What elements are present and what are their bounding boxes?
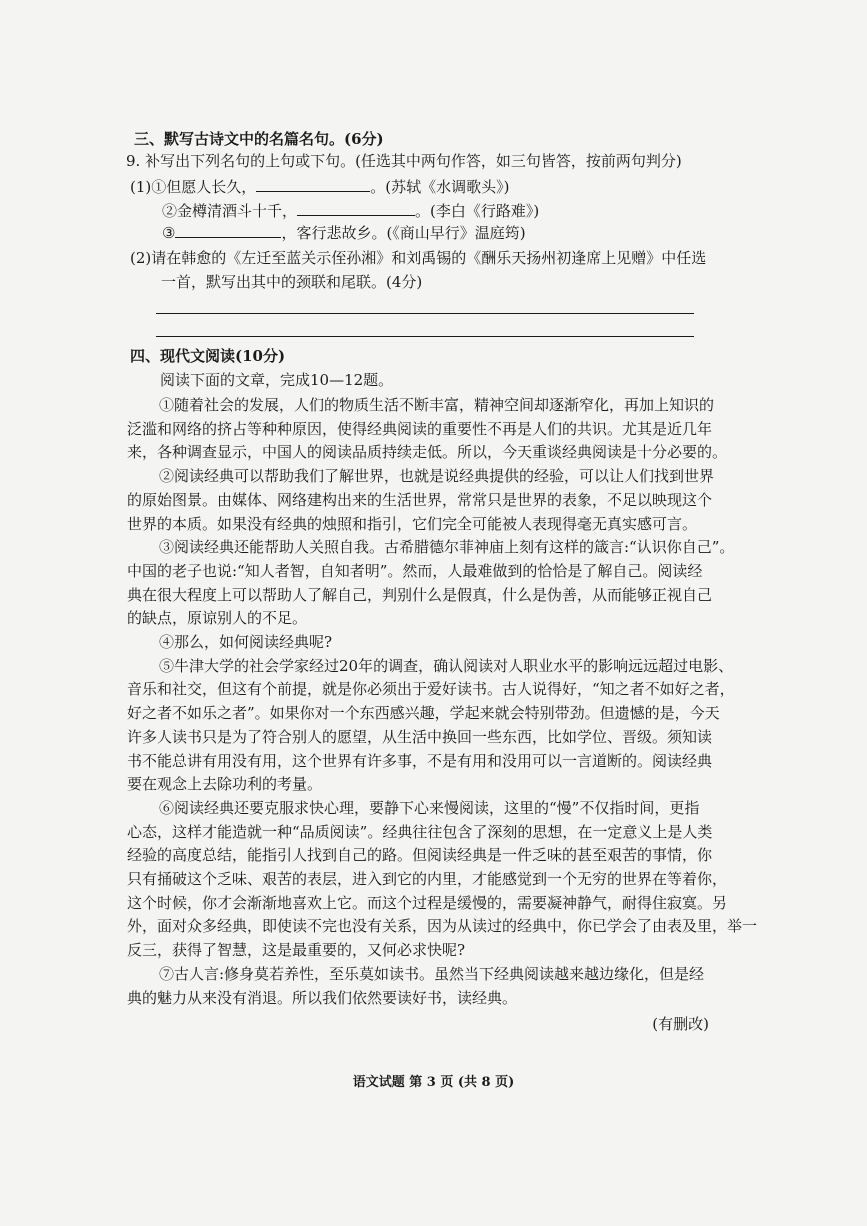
section-4-heading: 四、现代文阅读(10分) xyxy=(130,347,286,365)
passage-line: 的缺点，原谅别人的不足。 xyxy=(127,609,308,627)
passage-line: 许多人读书只是为了符合别人的愿望，从生活中换回一些东西，比如学位、晋级。须知读 xyxy=(127,728,713,746)
passage-line: ②阅读经典可以帮助我们了解世界，也就是说经典提供的经验，可以让人们找到世界 xyxy=(159,467,715,485)
passage-line: 泛滥和网络的挤占等种种原因，使得经典阅读的重要性不再是人们的共识。尤其是近几年 xyxy=(127,420,713,438)
passage-line: 世界的本质。如果没有经典的烛照和指引，它们完全可能被人表现得毫无真实感可言。 xyxy=(127,515,698,533)
item-1b xyxy=(162,201,867,221)
answer-blank xyxy=(297,201,415,216)
item-2-line-2: 一首，默写出其中的颈联和尾联。(4分) xyxy=(161,273,423,291)
answer-blank xyxy=(256,177,370,192)
passage-line: 好之者不如乐之者”。如果你对一个东西感兴趣，学起来就会特别带劲。但遗憾的是，今天 xyxy=(127,704,720,722)
question-9: 9. 补写出下列名句的上句或下句。(任选其中两句作答，如三句皆答，按前两句判分) xyxy=(126,152,682,170)
passage-line: ⑥阅读经典还要克服求快心理，要静下心来慢阅读，这里的“慢”不仅指时间，更指 xyxy=(159,799,700,817)
item-1a xyxy=(130,177,867,197)
page-footer: 语文试题 第 3 页 (共 8 页) xyxy=(352,1075,515,1090)
passage-line: ③阅读经典还能帮助人关照自我。古希腊德尔菲神庙上刻有这样的箴言:“认识你自己”。 xyxy=(159,538,735,556)
passage-line: 书不能总讲有用没有用，这个世界有许多事，不是有用和没用可以一言道断的。阅读经典 xyxy=(127,752,713,770)
passage-line: 来，各种调查显示，中国人的阅读品质持续走低。所以，今天重谈经典阅读是十分必要的。 xyxy=(127,443,728,461)
passage-line: 反三，获得了智慧，这是最重要的，又何必求快呢? xyxy=(127,941,466,959)
item-1a-prefix: (1)①但愿人长久， xyxy=(130,178,257,196)
passage-line: 只有捅破这个乏味、艰苦的表层，进入到它的内里，才能感觉到一个无穷的世界在等着你， xyxy=(127,870,728,888)
passage-line: ⑤牛津大学的社会学家经过20年的调查，确认阅读对人职业水平的影响远远超过电影、 xyxy=(159,657,734,675)
passage-line: ④那么，如何阅读经典呢? xyxy=(159,633,333,651)
item-1c-prefix: ③ xyxy=(162,224,176,242)
item-1c xyxy=(162,223,867,243)
answer-line xyxy=(156,336,694,337)
answer-blank xyxy=(175,223,281,238)
item-2-line-1: (2)请在韩愈的《左迁至蓝关示侄孙湘》和刘禹锡的《酬乐天扬州初逢席上见赠》中任选 xyxy=(130,249,707,267)
passage-line: 典的魅力从来没有消退。所以我们依然要读好书，读经典。 xyxy=(127,989,518,1007)
passage-line: 的原始图景。由媒体、网络建构出来的生活世界，常常只是世界的表象，不足以映现这个 xyxy=(127,491,713,509)
passage-line: 要在观念上去除功利的考量。 xyxy=(127,775,323,793)
passage-line: 这个时候，你才会渐渐地喜欢上它。而这个过程是缓慢的，需要凝神静气，耐得住寂寞。另 xyxy=(127,894,728,912)
passage-line: 典在很大程度上可以帮助人了解自己，判别什么是假真，什么是伪善，从而能够正视自己 xyxy=(127,586,713,604)
passage-line: 中国的老子也说:“知人者智，自知者明”。然而，人最难做到的恰恰是了解自己。阅读经 xyxy=(127,562,703,580)
section-3-heading: 三、默写古诗文中的名篇名句。(6分) xyxy=(134,130,384,148)
passage-line: 音乐和社交，但这有个前提，就是你必须出于爱好读书。古人说得好，“知之者不如好之者， xyxy=(127,680,735,698)
reading-instruction: 阅读下面的文章，完成10—12题。 xyxy=(160,371,394,389)
passage-line: 外，面对众多经典，即使读不完也没有关系，因为从读过的经典中，你已学会了由表及里，举一 xyxy=(127,917,758,935)
item-1c-suffix: ，客行悲故乡。(《商山早行》温庭筠) xyxy=(281,224,526,242)
item-1a-suffix: 。(苏轼《水调歌头》) xyxy=(370,178,510,196)
passage-line: 心态，这样才能造就一种“品质阅读”。经典往往包含了深刻的思想，在一定意义上是人类 xyxy=(127,823,713,841)
passage-line: ⑦古人言:修身莫若养性，至乐莫如读书。虽然当下经典阅读越来越边缘化，但是经 xyxy=(159,965,705,983)
answer-line xyxy=(156,313,694,314)
item-1b-prefix: ②金樽清酒斗十千， xyxy=(162,202,298,220)
passage-line: ①随着社会的发展，人们的物质生活不断丰富，精神空间却逐渐窄化，再加上知识的 xyxy=(159,396,715,414)
passage-line: 经验的高度总结，能指引人找到自己的路。但阅读经典是一件乏味的甚至艰苦的事情，你 xyxy=(127,846,713,864)
item-1b-suffix: 。(李白《行路难》) xyxy=(415,202,540,220)
source-note: (有删改) xyxy=(652,1015,709,1033)
